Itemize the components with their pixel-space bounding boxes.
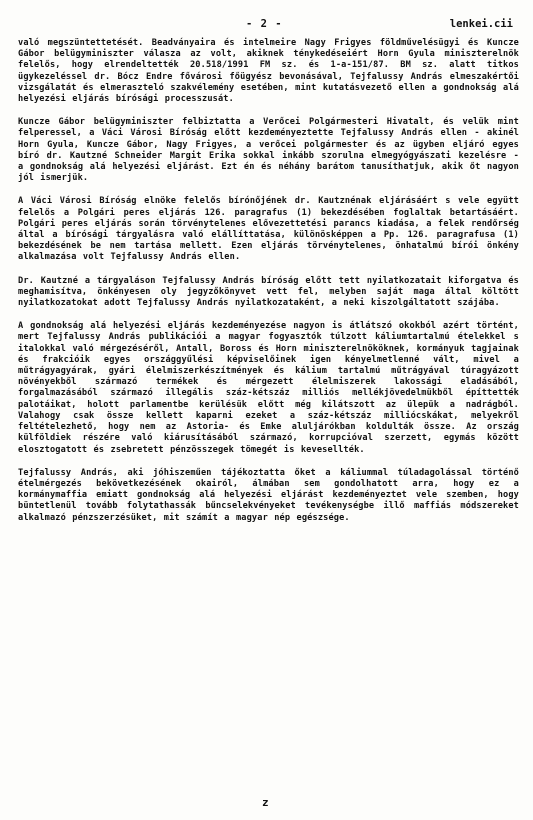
paragraph-3: A Váci Városi Bíróság elnöke felelős bírónőjének dr. Kautznénak eljárásáért s vele együtt felelős a Polgári peres eljárás 126. paragrafus (1) bekezdésében foglaltak betartásáért. Polgári peres eljárás során törvénytelenes elővezettetési parancs kiadása, a felek rendőrség által a bírósági tárgyalásra való elállíttatása, különösképpen a Pp. 126. paragrafusa (1) bekezdésének be nem tartása mellett. Ezen eljárás törvénytelenes, önhatalmú bírói önkény alkalmazása volt Tejfalussy András ellen. xyxy=(18,196,519,263)
paragraph-5: A gondnokság alá helyezési eljárás kezdeményezése nagyon is átlátszó okokból azért történt, mert Tejfalussy András publikációi a magyar fogyasztók túlzott káliumtartalmú ételekkel s italokkal való mérgezéséről, Antall, Boross és Horn miniszterelnököknek, kormányuk tagjainak és frakcióik egyes országgyűlési képviselőinek igen kényelmetlenné vált, mivel a műtrágyagyárak, gyári élelmiszerkészítmények és kálium tartalmú műtrágyával túragyázott növényekből származó termékek és mérgezett élelmiszerek lakossági eladásából, forgalmazásából származó illegális száz-kétszáz milliós mellékjövedelmükből építtették palotáikat, holott parlamentbe kerülésük előtt még kilátszott az ülepük a nadrágból. Valahogy csak össze kellett kaparni ezeket a száz-kétszáz milliócskákat, melyekről feltételezhető, hogy nem az Astoria- és Emke aluljárókban koldulták össze. Az ország külföldiek részére való kiárusításából származó, korrupcióval szerzett, egymás között elosztogatott és zsebretett pénzösszegek tömegét is kevesellték. xyxy=(18,321,519,455)
paragraph-2: Kuncze Gábor belügyminiszter felbiztatta a Verőcei Polgármesteri Hivatalt, és velük mint felperessel, a Váci Városi Bíróság előtt kezdeményeztette Tejfalussy András ellen - akinél Horn Gyula, Kuncze Gábor, Nagy Frigyes, a verőcei polgármester és az ügyben eljáró egyes bíró dr. Kautzné Schneider Margit Erika sokkal inkább szorulna elmegyógyászati kezelésre - a gondnokság alá helyezési eljárást. Ezt én és néhány barátom tanusíthatjuk, akik őt nagyon jól ismerjük. xyxy=(18,117,519,184)
paragraph-1: való megszüntettetését. Beadványaira és intelmeire Nagy Frigyes földművelésügyi és Kuncze Gábor belügyminiszter válasza az volt, akiknek ténykedéseiért Horn Gyula miniszterelnök felelős, hogy elrendeltették 20.518/1991 FM sz. és 1-a-151/87. BM sz. alatt titkos ügykezeléssel dr. Bócz Endre fővárosi főügyész bevonásával, Tejfalussy András elmeszakértői vizsgálatát és elmeraszteló szakvélemény esetében, mint kutatásvezető ellen a gondnokság alá helyezési eljárás bírósági processzusát. xyxy=(18,38,519,105)
paragraph-6: Tejfalussy András, aki jóhiszeműen tájékoztatta őket a káliummal túladagolással történő ételmérgezés bekövetkezésének okairól, álmában sem gondolhatott arra, hogy ez a kormánymaffia emiatt gondnokság alá helyezési eljárást kezdeményeztet vele szemben, hogy büntetlenül tovább folytathassák bűncselekvényeket tevékenységbe illő maffiás módszereket alkalmazó pénzszerzésüket, mit számít a magyar nép egészsége. xyxy=(18,467,519,523)
paragraph-4: Dr. Kautzné a tárgyaláson Tejfalussy András bíróság előtt tett nyilatkozatait kiforgatva és meghamisítva, önkényesen oly jegyzőkönyvet vett fel, melyben saját maga által költött nyilatkozatokat adott Tejfalussy András nyilatkozataként, a neki kiszolgáltatott szájába. xyxy=(18,275,519,309)
page-header xyxy=(18,12,519,38)
file-reference: lenkei.cii xyxy=(449,18,513,30)
footer-mark: z xyxy=(262,796,269,809)
page-number: - 2 - xyxy=(246,18,283,30)
